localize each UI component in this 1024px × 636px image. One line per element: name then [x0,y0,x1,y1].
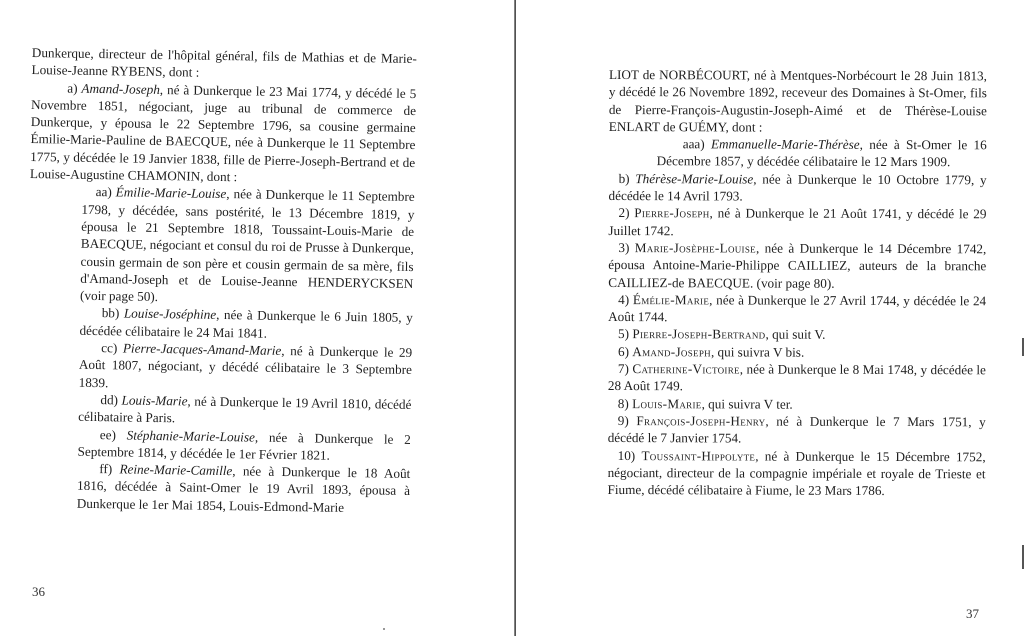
genealogy-paragraph [30,79,417,189]
paragraph-text: 5) [618,326,633,342]
book-gutter [514,0,516,636]
right-text-column [607,66,987,500]
genealogy-paragraph [608,360,986,396]
scan-speck [383,628,385,630]
person-name-smallcaps: François-Joseph-Henry [636,413,766,429]
paragraph-text: 10) [617,447,642,463]
paragraph-text: cc) [101,340,124,356]
person-name-italic: Reine-Marie-Camille [119,461,233,479]
genealogy-paragraph [608,239,986,292]
paragraph-text: ff) [99,461,120,477]
paragraph-text: 4) [618,291,633,307]
genealogy-paragraph [609,170,987,206]
left-text-column [25,44,417,517]
paragraph-text: b) [618,170,636,186]
person-name-smallcaps: Toussaint-Hippolyte [641,447,756,464]
genealogy-paragraph [609,66,987,137]
paragraph-text: 9) [617,412,637,429]
genealogy-paragraph [608,291,986,327]
paragraph-text: 6) [617,343,633,359]
genealogy-paragraph [31,44,416,85]
person-name-italic: Amand-Joseph [81,80,160,97]
paragraph-text: aa) [95,184,116,200]
paragraph-text: , qui suit V. [765,327,826,343]
person-name-smallcaps: Marie-Josèphe-Louise [634,240,756,256]
paragraph-text: , né à Dunkerque le 15 Décembre 1752, négociant, directeur de la compagnie impériale et royale de Trieste et Fiume, décédé célibataire à Fiume, le 23 Mars 1786. [607,448,986,499]
person-name-smallcaps: Émélie-Marie [632,291,710,308]
page-number-right: 37 [966,606,979,621]
person-name-italic: Thérèse-Marie-Louise [635,170,754,187]
genealogy-paragraph [608,412,986,448]
genealogy-paragraph [27,303,412,344]
person-name-smallcaps: Pierre-Joseph-Bertrand [632,326,766,343]
genealogy-paragraph [608,204,986,240]
paragraph-text: , né à Dunkerque le 21 Août 1741, y décédé le 29 Juillet 1742. [608,205,987,238]
person-name-italic: Emmanuelle-Marie-Thérèse [710,136,860,153]
person-name-italic: Émilie-Marie-Louise [115,184,227,202]
genealogy-paragraph [607,447,985,500]
person-name-smallcaps: Louis-Marie [632,395,702,411]
paragraph-text: , née à Dunkerque le 18 Août 1816, décédée à Saint-Omer le 19 Avril 1893, épousa à Dunkerque le 1er Mai 1854, Louis-Edmond-Marie [76,463,411,515]
right-page [517,0,1024,636]
genealogy-paragraph [26,390,411,431]
person-name-italic: Louise-Joséphine [123,305,217,323]
paragraph-text: , née à St-Omer le 16 Décembre 1857, y décédée célibataire le 12 Mars 1909. [656,137,987,170]
person-name-italic: Stéphanie-Marie-Louise [126,427,256,445]
paragraph-text: , née à Dunkerque le 6 Juin 1805, y décédée célibataire le 24 Mai 1841. [79,307,413,341]
genealogy-paragraph [608,325,986,344]
paragraph-text: bb) [101,305,125,321]
paragraph-text: , née à Dunkerque le 27 Avril 1744, y décédée le 24 Août 1744. [608,292,987,325]
genealogy-paragraph [608,343,986,362]
paragraph-text: LIOT de NORBÉCOURT, né à Mentques-Norbécourt le 28 Juin 1813, y décédé le 26 Novembre 1892, receveur des Domaines à St-Omer, fils de Pierre-François-Augustin-Joseph-Aimé et de Thérèse-Louise ENLART de GUÉMY, dont : [608,66,987,135]
paragraph-text: 7) [617,361,633,377]
paragraph-text: , né à Dunkerque le 19 Avril 1810, décédé célibataire à Paris. [78,393,412,426]
genealogy-paragraph [27,338,413,396]
paragraph-text: , né à Dunkerque le 7 Mars 1751, y décédé le 7 Janvier 1754. [607,413,986,446]
person-name-italic: Pierre-Jacques-Amand-Marie [122,340,282,359]
person-name-italic: Louis-Marie [121,392,188,409]
person-name-smallcaps: Amand-Joseph [632,343,711,360]
paragraph-text: , qui suivra V ter. [701,395,793,412]
paragraph-text: , né à Dunkerque le 23 Mai 1774, y décédé le 5 Novembre 1851, négociant, juge au tribunal de commerce de Dunkerque, y épousa le 22 Septembre 1796, sa cousine germaine Émilie-Marie-Pauline de BAECQUE, née à Dunkerque le 11 Septembre 1775, y décédée le 19 Janvier 1838, fille de Pierre-Joseph-Bertrand et de Louise-Augustine CHAMONIN, dont : [29,81,417,185]
genealogy-paragraph [25,424,410,465]
genealogy-paragraph [25,459,411,517]
paragraph-text: , née à Dunkerque le 10 Octobre 1779, y décédée le 14 Avril 1793. [608,171,987,204]
paragraph-text: ee) [99,426,127,443]
page-number-left: 36 [32,584,45,599]
paragraph-text: , née à Dunkerque le 14 Décembre 1742, épousa Antoine-Marie-Philippe CAILLIEZ, auteurs de la branche CAILLIEZ-de BAECQUE. (voir page 80). [608,240,987,291]
paragraph-text: 2) [618,205,635,221]
paragraph-text: , né à Dunkerque le 29 Août 1807, négociant, y décédé célibataire le 3 Septembre 1839. [78,343,413,390]
paragraph-text: 3) [618,240,635,256]
paragraph-text: aaa) [682,136,712,152]
paragraph-text: Dunkerque, directeur de l'hôpital général, fils de Mathias et de Marie-Louise-Jeanne RYBENS, dont : [31,44,417,80]
paragraph-text: , née à Dunkerque le 11 Septembre 1798, y décédée, sans postérité, le 13 Décembre 1819, y épousa le 21 Septembre 1818, Toussaint-Louis-Marie de BAECQUE, négociant et consul du roi de Prusse à Dunkerque, cousin germain de son père et cousin germain de sa mère, fils d'Amand-Joseph et de Louise-Jeanne HENDERYCKSEN (voir page 50). [79,186,415,305]
genealogy-paragraph [28,182,415,309]
paragraph-text: , née à Dunkerque le 2 Septembre 1814, y décédée le 1er Février 1821. [77,429,411,463]
person-name-smallcaps: Pierre-Joseph [634,205,710,221]
paragraph-text: , née à Dunkerque le 8 Mai 1748, y décédée le 28 Août 1749. [607,361,986,394]
paragraph-text: a) [67,80,82,96]
paragraph-text: dd) [100,392,122,408]
genealogy-paragraph [609,135,987,171]
genealogy-paragraph [608,395,986,414]
person-name-smallcaps: Catherine-Victoire [632,361,740,377]
paragraph-text: 8) [617,395,633,411]
paragraph-text: , qui suivra V bis. [710,344,805,360]
